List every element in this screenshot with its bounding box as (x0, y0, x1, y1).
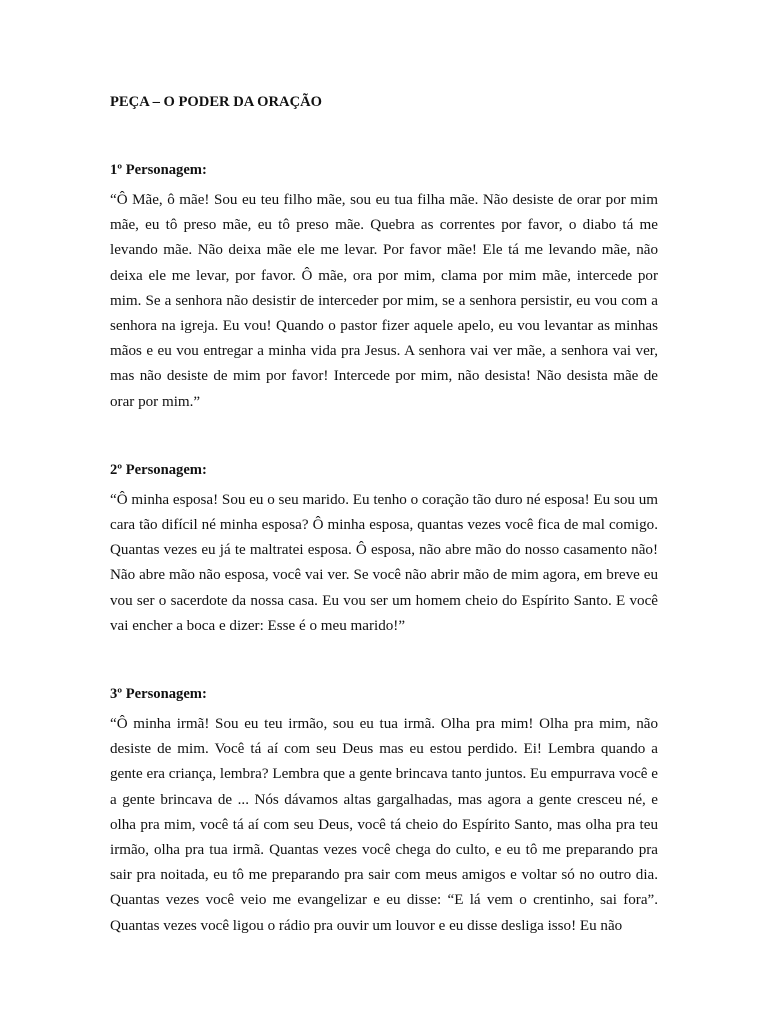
section-heading: 3º Personagem: (110, 686, 207, 703)
section-character-2 (110, 457, 658, 639)
section-paragraph: “Ô minha esposa! Sou eu o seu marido. Eu tenho o coração tão duro né esposa! Eu sou um cara tão difícil né minha esposa? Ô minha esposa, quantas vezes você fica de mal comigo. Quantas vezes eu já te maltratei esposa. Ô esposa, não abre mão do nosso casamento não! Não abre mão não esposa, você vai ver. Se você não abrir mão de mim agora, em breve eu vou ser o sacerdote da nossa casa. Eu vou ser um homem cheio do Espírito Santo. E você vai encher a boca e dizer: Esse é o meu marido!” (110, 491, 658, 634)
document-page (110, 89, 658, 939)
section-character-3 (110, 681, 658, 939)
section-heading: 1º Personagem: (110, 162, 207, 178)
section-character-1 (110, 157, 658, 415)
section-paragraph: “Ô minha irmã! Sou eu teu irmão, sou eu tua irmã. Olha pra mim! Olha pra mim, não desiste de mim. Você tá aí com seu Deus mas eu estou perdido. Ei! Lembra quando a gente era criança, lembra? Lembra que a gente brincava tanto juntos. Eu empurrava você e a gente brincava de ... Nós dávamos altas gargalhadas, mas agora a gente cresceu né, e olha pra mim, você tá aí com seu Deus, você tá cheio do Espírito Santo, mas olha pra teu irmão, olha pra tua irmã. Quantas vezes você chega do culto, e eu tô me preparando pra sair pra noitada, eu tô me preparando pra sair com meus amigos e voltar só no outro dia. Quantas vezes você veio me evangelizar e eu disse: “E lá vem o crentinho, sai fora”. Quantas vezes você ligou o rádio pra ouvir um louvor e eu disse desliga isso! Eu não (110, 716, 658, 934)
document-title: PEÇA – O PODER DA ORAÇÃO (110, 94, 323, 110)
section-paragraph: “Ô Mãe, ô mãe! Sou eu teu filho mãe, sou eu tua filha mãe. Não desiste de orar por mim mãe, eu tô preso mãe, eu tô preso mãe. Quebra as correntes por favor, o diabo tá me levando mãe. Não deixa mãe ele me levar. Por favor mãe! Ele tá me levando mãe, não deixa ele me levar, por favor. Ô mãe, ora por mim, clama por mim mãe, intercede por mim. Se a senhora não desistir de interceder por mim, se a senhora persistir, eu vou com a senhora na igreja. Eu vou! Quando o pastor fizer aquele apelo, eu vou levantar as minhas mãos e eu vou entregar a minha vida pra Jesus. A senhora vai ver mãe, a senhora vai ver, mas não desiste de mim por favor! Intercede por mim, não desista! Não desista mãe de orar por mim.” (110, 192, 658, 410)
section-heading: 2º Personagem: (110, 461, 207, 478)
